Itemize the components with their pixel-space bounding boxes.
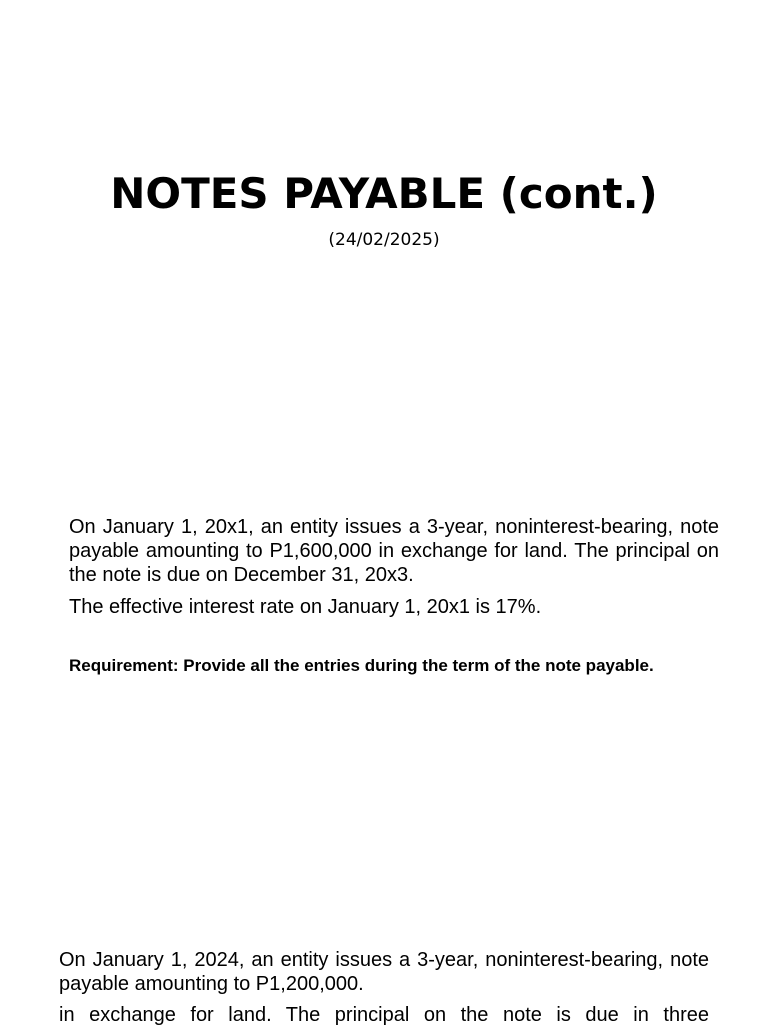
page-date: (24/02/2025) [328,230,440,250]
page-title: NOTES PAYABLE (cont.) [110,169,658,218]
problem1-paragraph: On January 1, 20x1, an entity issues a 3-year, noninterest-bearing, note payable amounting to P1,600,000 in exchange for land. The principal on the note is due on December 31, 20x3. [69,516,719,586]
problem1-requirement: Requirement: Provide all the entries during the term of the note payable. [69,656,654,675]
problem2-paragraph: On January 1, 2024, an entity issues a 3-year, noninterest-bearing, note payable amounting to P1,200,000. [59,949,709,995]
problem1-interest-rate: The effective interest rate on January 1, 20x1 is 17%. [69,596,542,618]
problem2-paragraph-continued: in exchange for land. The principal on the note is due in three [59,1004,709,1026]
